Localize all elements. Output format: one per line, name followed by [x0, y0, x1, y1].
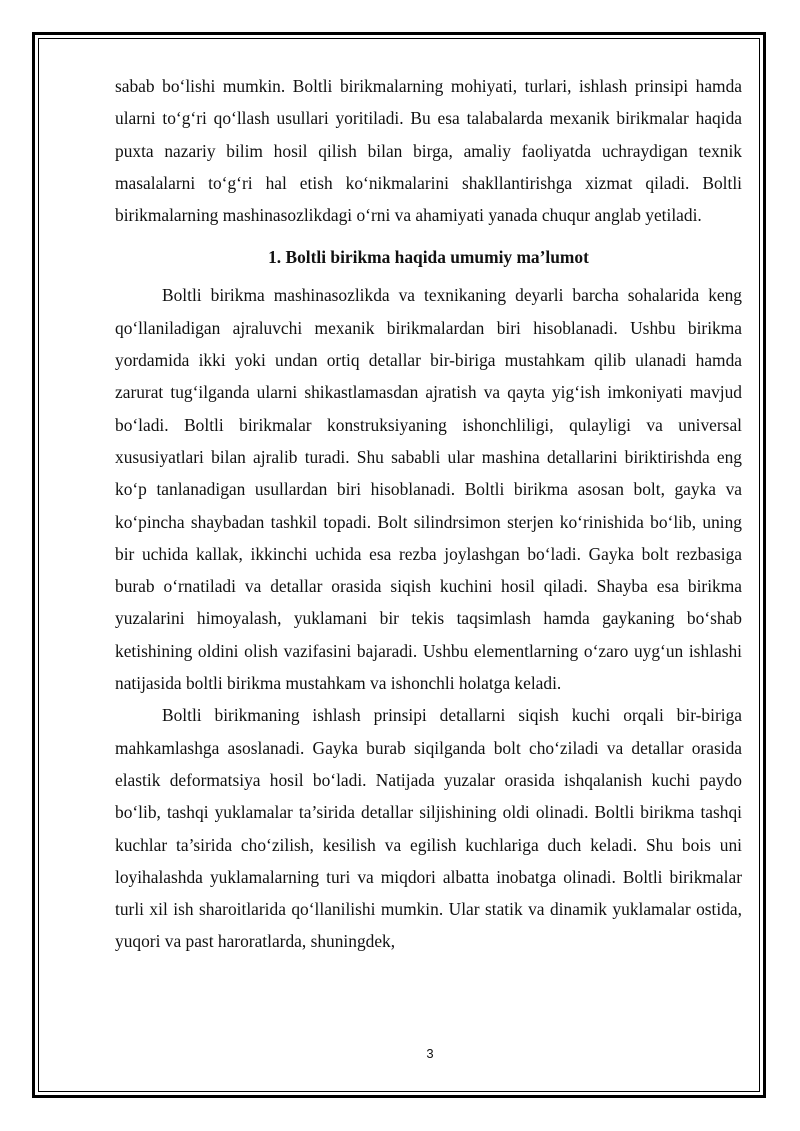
intro-paragraph: sabab bo‘lishi mumkin. Boltli birikmalarning mohiyati, turlari, ishlash prinsipi hamda ularni to‘g‘ri qo‘llash usullari yoritiladi. Bu esa talabalarda mexanik birikmalar haqida puxta nazariy bilim hosil qilish bilan birga, amaliy faoliyatda uchraydigan texnik masalalarni to‘g‘ri hal etish ko‘nikmalarini shakllantirishga xizmat qiladi. Boltli birikmalarning mashinasozlikdagi o‘rni va ahamiyati yanada chuqur anglab yetiladi. [115, 76, 742, 226]
document-body [115, 70, 742, 958]
body-paragraph-2: Boltli birikmaning ishlash prinsipi detallarni siqish kuchi orqali bir-biriga mahkamlashga asoslanadi. Gayka burab siqilganda bolt cho‘ziladi va detallar orasida elastik deformatsiya hosil bo‘ladi. Natijada yuzalar orasida ishqalanish kuchi paydo bo‘lib, tashqi yuklamalar ta’sirida detallar siljishining oldi olinadi. Boltli birikma tashqi kuchlar ta’sirida cho‘zilish, kesilish va egilish kuchlariga duch keladi. Shu bois uni loyihalashda yuklamalarning turi va miqdori albatta inobatga olinadi. Boltli birikmalar turli xil ish sharoitlarida qo‘llanilishi mumkin. Ular statik va dinamik yuklamalar ostida, yuqori va past haroratlarda, shuningdek, [115, 705, 742, 952]
page-number: 3 [426, 1046, 434, 1061]
section-heading: 1. Boltli birikma haqida umumiy ma’lumot [268, 247, 589, 268]
body-paragraph-1: Boltli birikma mashinasozlikda va texnikaning deyarli barcha sohalarida keng qo‘llaniladigan ajraluvchi mexanik birikmalardan biri hisoblanadi. Ushbu birikma yordamida ikki yoki undan ortiq detallar bir-biriga mustahkam qilib ulanadi hamda zarurat tug‘ilganda ularni shikastlamasdan ajratish va qayta yig‘ish imkoniyati mavjud bo‘ladi. Boltli birikmalar konstruksiyaning ishonchliligi, qulayligi va universal xususiyatlari bilan ajralib turadi. Shu sababli ular mashina detallarini biriktirishda eng ko‘p tanlanadigan usullardan biri hisoblanadi. Boltli birikma asosan bolt, gayka va ko‘pincha shaybadan tashkil topadi. Bolt silindrsimon sterjen ko‘rinishida bo‘lib, uning bir uchida kallak, ikkinchi uchida esa rezba joylashgan bo‘ladi. Gayka bolt rezbasiga burab o‘rnatiladi va detallar orasida siqish kuchini hosil qiladi. Shayba esa birikma yuzalarini himoyalash, yuklamani bir tekis taqsimlash hamda gaykaning bo‘shab ketishining oldini olish vazifasini bajaradi. Ushbu elementlarning o‘zaro uyg‘un ishlashi natijasida boltli birikma mustahkam va ishonchli holatga keladi. [115, 285, 742, 694]
